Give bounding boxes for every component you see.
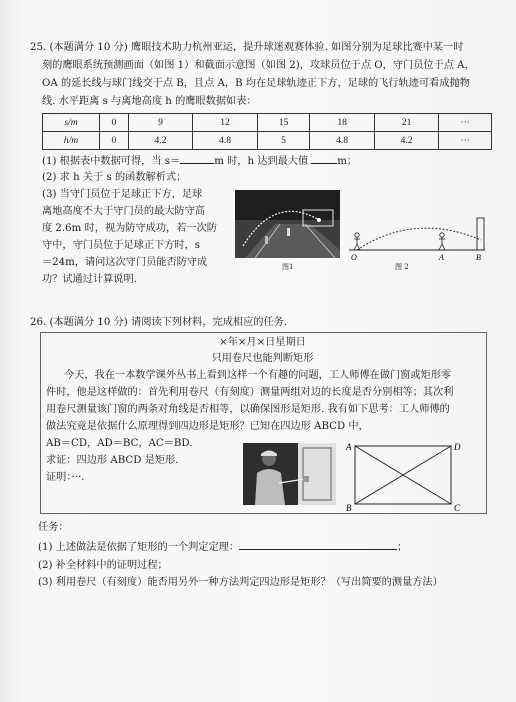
figure-1-caption: 图1: [282, 263, 294, 271]
material-date: ×年×月×日星期日: [219, 337, 306, 348]
table-cell: 21: [374, 114, 439, 132]
table-cell: 0: [100, 132, 129, 150]
q25-line-1: 25. (本题满分 10 分) 鹰眼技术助力杭州亚运，提升球迷观赛体验. 如图分别为足球比赛中某一时: [30, 42, 464, 53]
q25-sub1-text-c: m；: [337, 156, 358, 167]
task-3: (3) 利用卷尺（有刻度）能否用另外一种方法判定四边形是矩形？（写出简要的测量方法）: [38, 577, 443, 588]
vertex-label-d: D: [454, 442, 461, 452]
q25-sub1-text-a: (1) 根据表中数据可得，当 s＝: [42, 156, 181, 167]
table-cell: ···: [439, 114, 492, 132]
rectangle-abcd-diagram: [345, 440, 463, 512]
vertex-label-b: B: [346, 503, 352, 512]
table-cell: 4.2: [374, 132, 439, 150]
table-row-label: h/m: [43, 132, 100, 150]
q25-sub1-text-b: m 时，h 达到最大值: [214, 156, 309, 167]
worker-photo-graphic: [243, 443, 336, 505]
material-prove: 求证：四边形 ABCD 是矩形.: [46, 455, 179, 466]
material-title: 只用卷尺也能判断矩形: [211, 353, 314, 364]
q25-sub3-line: 守中，守门员位于足球正下方时，s: [42, 240, 201, 251]
table-cell: 4.8: [193, 132, 258, 150]
q25-line-2: 刻的鹰眼系统预测画面（如图 1）和截面示意图（如图 2)，攻球员位于点 O，守门员位于点 A，: [42, 60, 475, 71]
cross-section-diagram: [345, 210, 495, 262]
point-label-b: B: [476, 253, 481, 262]
q25-sub3-line: 度 2.6m 时，视为防守成功，若一次防: [42, 223, 217, 234]
material-proof: 证明：···.: [46, 472, 85, 483]
q25-line-3: OA 的延长线与球门线交于点 B，且点 A，B 均在足球轨迹正下方，足球的飞行轨迹可看成抛物: [42, 78, 470, 89]
material-given: AB＝CD，AD＝BC，AC＝BD.: [46, 438, 193, 449]
material-paragraph-line: 今天，我在一本数学课外丛书上看到这样一个有趣的问题，工人师傅在做门窗或矩形零: [64, 370, 452, 381]
vertex-label-c: C: [454, 503, 461, 512]
q25-sub3-line: ＝24m，请问这次守门员能否防守成: [42, 257, 208, 268]
q25-sub3-line: 离地高度不大于守门员的最大防守高: [42, 206, 205, 217]
answer-blank-h[interactable]: [311, 154, 337, 164]
answer-blank-s[interactable]: [180, 154, 214, 164]
table-row-s: [43, 114, 492, 132]
table-row-label: s/m: [43, 114, 100, 132]
table-cell: 4.8: [310, 132, 375, 150]
q25-sub3-line: (3) 当守门员位于足球正下方，足球: [42, 189, 203, 200]
table-cell: 5: [257, 132, 310, 150]
task-1-text: (1) 上述做法是依据了矩形的一个判定定理：: [38, 542, 240, 553]
table-cell: 4.2: [128, 132, 193, 150]
q25-sub3-line: 功？试通过计算说明.: [42, 274, 137, 285]
material-paragraph-line: 做法究竟是依据什么原理得到四边形是矩形？已知在四边形 ABCD 中，: [46, 421, 369, 432]
answer-blank-theorem[interactable]: [239, 540, 397, 550]
point-label-a: A: [439, 253, 444, 262]
tasks-title: 任务：: [38, 522, 69, 533]
point-label-o: O: [351, 253, 357, 262]
worker-photo: [243, 443, 336, 505]
task-1-end: ；: [397, 542, 408, 553]
hawkeye-photo-graphic: [235, 190, 340, 258]
q25-line-4: 线. 水平距离 s 与离地高度 h 的鹰眼数据如表：: [42, 96, 257, 107]
task-2: (2) 补全材料中的证明过程；: [38, 560, 168, 571]
vertex-label-a: A: [346, 442, 352, 452]
material-paragraph-line: 件时，他是这样做的：首先利用卷尺（有刻度）测量两组对边的长度是否分别相等；其次利: [46, 387, 454, 398]
q25-sub2: (2) 求 h 关于 s 的函数解析式；: [42, 172, 187, 183]
table-cell: 18: [310, 114, 375, 132]
hawkeye-photo: [235, 190, 340, 258]
task-1: [38, 540, 407, 554]
material-paragraph-line: 用卷尺测量该门窗的两条对角线是否相等，以确保图形是矩形. 我有如下思考：工人师傅的: [46, 404, 450, 415]
table-cell: 15: [257, 114, 310, 132]
figure-2-caption: 图 2: [395, 263, 409, 271]
table-row-h: [43, 132, 492, 150]
table-cell: ···: [439, 132, 492, 150]
data-table: [42, 113, 492, 150]
q26-line-1: 26. (本题满分 10 分) 请阅读下列材料，完成相应的任务.: [30, 317, 288, 328]
q25-sub1: [42, 154, 357, 168]
table-cell: 9: [128, 114, 193, 132]
table-cell: 12: [193, 114, 258, 132]
table-cell: 0: [100, 114, 129, 132]
